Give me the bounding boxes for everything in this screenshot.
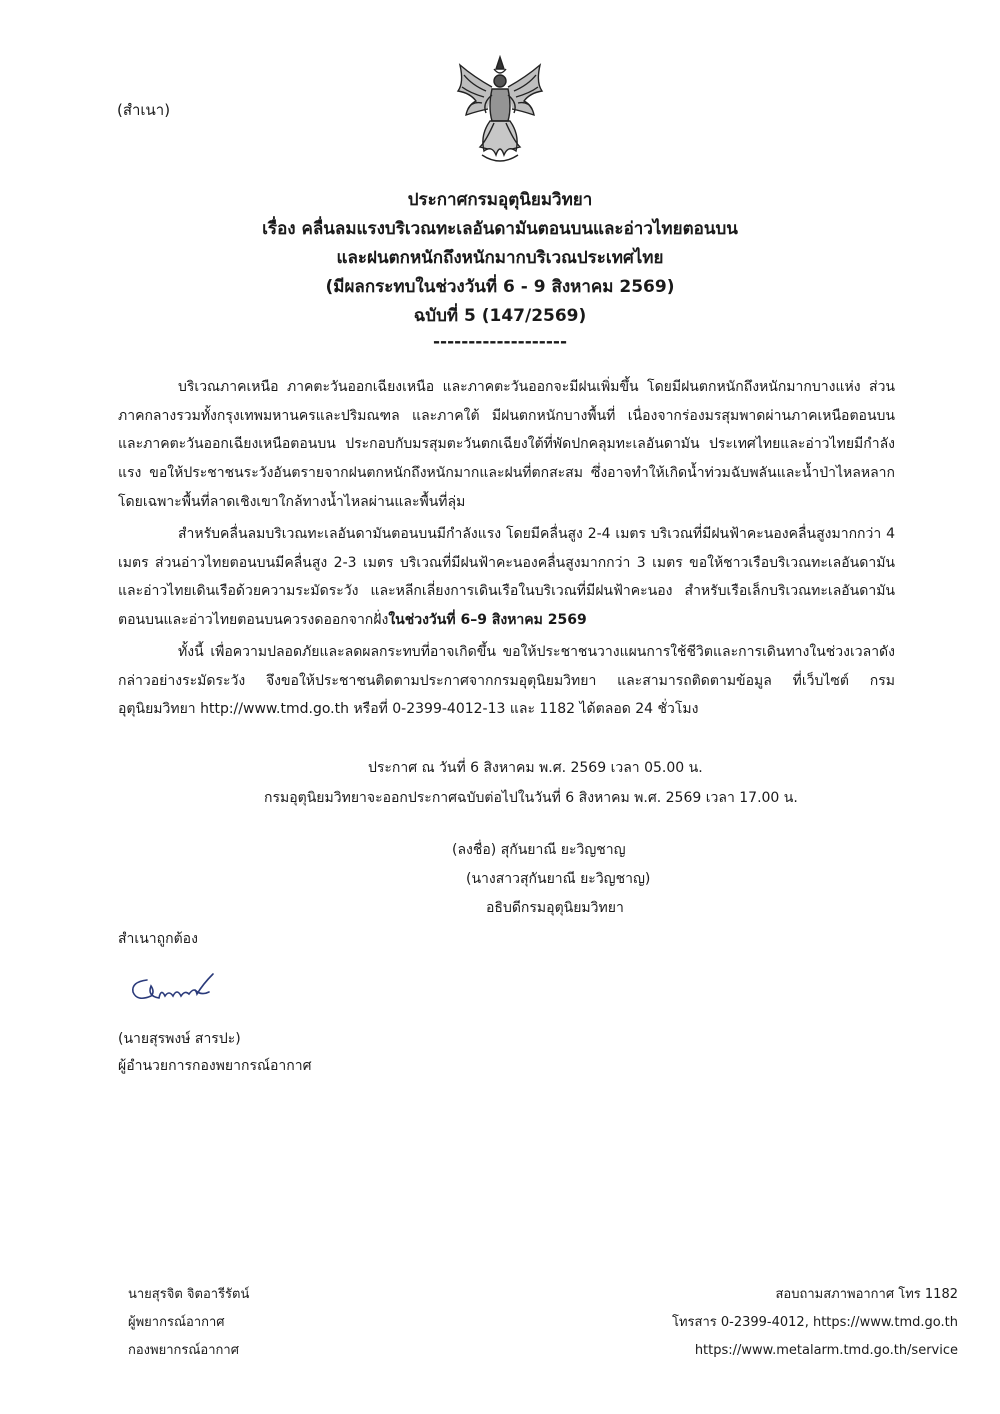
paragraph-rain-warning [118, 373, 895, 517]
title-line-1: ประกาศกรมอุตุนิยมวิทยา [407, 190, 593, 210]
paragraph-2-text: สำหรับคลื่นลมบริเวณทะเลอันดามันตอนบนมีกำลังแรง โดยมีคลื่นสูง 2-4 เมตร บริเวณที่มีฝนฟ้าคะนองคลื่นสูงมากกว่า 4 เมตร ส่วนอ่าวไทยตอนบนมีคลื่นสูง 2-3 เมตร บริเวณที่มีฝนฟ้าคะนองคลื่นสูงมากกว่า 3 เมตร ขอให้ชาวเรือบริเวณทะเลอันดามันและอ่าวไทยเดินเรือด้วยความระมัดระวัง และหลีกเลี่ยงการเดินเรือในบริเวณที่มีฝนฟ้าคะนอง สำหรับเรือเล็กบริเวณทะเลอันดามันตอนบนและอ่าวไทยตอนบนควรงดออกจากฝั่ง [118, 526, 895, 629]
contact-fax-website: โทรสาร 0-2399-4012, https://www.tmd.go.th [672, 1315, 958, 1330]
issued-date: ประกาศ ณ วันที่ 6 สิงหาคม พ.ศ. 2569 เวลา 05.00 น. [368, 760, 703, 776]
title-line-4: (มีผลกระทบในช่วงวันที่ 6 - 9 สิงหาคม 2569) [325, 277, 675, 297]
announcement-title [0, 186, 1000, 353]
forecaster-role: ผู้พยากรณ์อากาศ [128, 1315, 225, 1330]
paragraph-advice [118, 638, 895, 724]
title-line-2: เรื่อง คลื่นลมแรงบริเวณทะเลอันดามันตอนบนและอ่าวไทยตอนบน [262, 219, 738, 239]
contact-phone: สอบถามสภาพอากาศ โทร 1182 [775, 1287, 958, 1302]
certifier-name: (นายสุรพงษ์ สารปะ) [118, 1031, 241, 1047]
copy-mark: (สำเนา) [117, 101, 171, 119]
title-line-3: และฝนตกหนักถึงหนักมากบริเวณประเทศไทย [336, 248, 664, 268]
title-divider: ------------------- [432, 332, 568, 352]
contact-service-url: https://www.metalarm.tmd.go.th/service [694, 1343, 958, 1358]
certified-copy-label: สำเนาถูกต้อง [118, 931, 198, 947]
title-issue-number: ฉบับที่ 5 (147/2569) [413, 306, 587, 326]
certifier-position: ผู้อำนวยการกองพยากรณ์อากาศ [118, 1058, 312, 1074]
garuda-emblem-icon [452, 55, 548, 167]
handwritten-signature [125, 966, 225, 1012]
contact-info [672, 1281, 958, 1365]
signatory-block [0, 836, 1000, 923]
paragraph-1-text: บริเวณภาคเหนือ ภาคตะวันออกเฉียงเหนือ และภาคตะวันออกจะมีฝนเพิ่มขึ้น โดยมีฝนตกหนักถึงหนักมากบางแห่ง ส่วนภาคกลางรวมทั้งกรุงเทพมหานครและปริมณฑล และภาคใต้ มีฝนตกหนักบางพื้นที่ เนื่องจากร่องมรสุมพาดผ่านภาคเหนือตอนบนและภาคตะวันออกเฉียงเหนือตอนบน ประกอบกับมรสุมตะวันตกเฉียงใต้ที่พัดปกคลุมทะเลอันดามัน ประเทศไทยและอ่าวไทยมีกำลังแรง ขอให้ประชาชนระวังอันตรายจากฝนตกหนักถึงหนักมากและฝนที่ตกสะสม ซึ่งอาจทำให้เกิดน้ำท่วมฉับพลันและน้ำป่าไหลหลาก โดยเฉพาะพื้นที่ลาดเชิงเขาใกล้ทางน้ำไหลผ่านและพื้นที่ลุ่ม [118, 379, 895, 510]
signatory-full-name: (นางสาวสุกันยาณี ยะวิญชาญ) [466, 871, 651, 887]
paragraph-3-text: ทั้งนี้ เพื่อความปลอดภัยและลดผลกระทบที่อาจเกิดขึ้น ขอให้ประชาชนวางแผนการใช้ชีวิตและการเดินทางในช่วงเวลาดังกล่าวอย่างระมัดระวัง จึงขอให้ประชาชนติดตามประกาศจากกรมอุตุนิยมวิทยา และสามารถติดตามข้อมูล ที่เว็บไซต์ กรมอุตุนิยมวิทยา http://www.tmd.go.th หรือที่ 0-2399-4012-13 และ 1182 ได้ตลอด 24 ชั่วโมง [118, 644, 895, 718]
forecaster-info [128, 1281, 249, 1365]
signed-by: (ลงชื่อ) สุกันยาณี ยะวิญชาญ [452, 842, 626, 858]
certifier-block [118, 1026, 311, 1080]
paragraph-2-date-range: ในช่วงวันที่ 6–9 สิงหาคม 2569 [388, 612, 587, 629]
forecaster-name: นายสุรจิต จิตอารีรัตน์ [128, 1287, 250, 1302]
paragraph-wave-warning [118, 520, 895, 635]
issue-info [0, 753, 1000, 813]
forecaster-division: กองพยากรณ์อากาศ [128, 1343, 239, 1358]
signatory-position: อธิบดีกรมอุตุนิยมวิทยา [486, 900, 624, 916]
next-issue-note: กรมอุตุนิยมวิทยาจะออกประกาศฉบับต่อไปในวันที่ 6 สิงหาคม พ.ศ. 2569 เวลา 17.00 น. [264, 790, 798, 806]
